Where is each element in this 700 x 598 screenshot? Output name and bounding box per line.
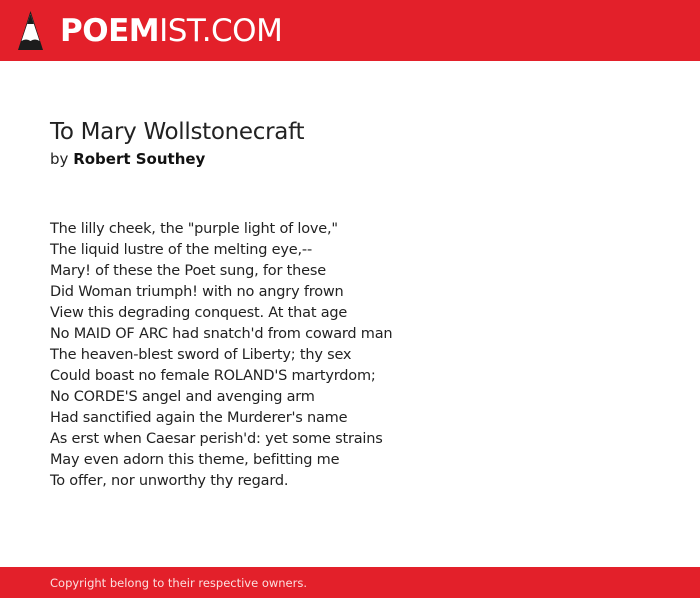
poem-body [50,219,650,492]
poem-line: Mary! of these the Poet sung, for these [50,263,326,279]
poem-line: No MAID OF ARC had snatch'd from coward man [50,326,393,342]
by-label: by [50,150,69,168]
logo-strong-text: POEM [60,13,160,49]
site-logo-text [60,10,282,52]
poem-line: Had sanctified again the Murderer's name [50,410,348,426]
poem-line: View this degrading conquest. At that age [50,305,348,321]
pencil-tip-icon [17,10,44,52]
poem-title: To Mary Wollstonecraft [50,119,305,145]
poem-line: To offer, nor unworthy thy regard. [50,473,289,489]
poem-line: The lilly cheek, the "purple light of love," [50,221,338,237]
poem-line: No CORDE'S angel and avenging arm [50,389,315,405]
poem-line: The heaven-blest sword of Liberty; thy sex [50,347,352,363]
site-header [0,0,700,61]
copyright-text: Copyright belong to their respective owners. [50,576,308,590]
poem-byline [50,149,650,169]
poem-line: As erst when Caesar perish'd: yet some strains [50,431,383,447]
poem-content [50,116,650,492]
logo-light-text: IST.COM [159,13,283,49]
site-logo-link[interactable] [17,10,282,52]
poem-author: Robert Southey [73,150,206,168]
poem-line: May even adorn this theme, befitting me [50,452,340,468]
poem-line: The liquid lustre of the melting eye,-- [50,242,312,258]
poem-line: Did Woman triumph! with no angry frown [50,284,344,300]
site-footer [0,567,700,598]
poem-line: Could boast no female ROLAND'S martyrdom; [50,368,376,384]
